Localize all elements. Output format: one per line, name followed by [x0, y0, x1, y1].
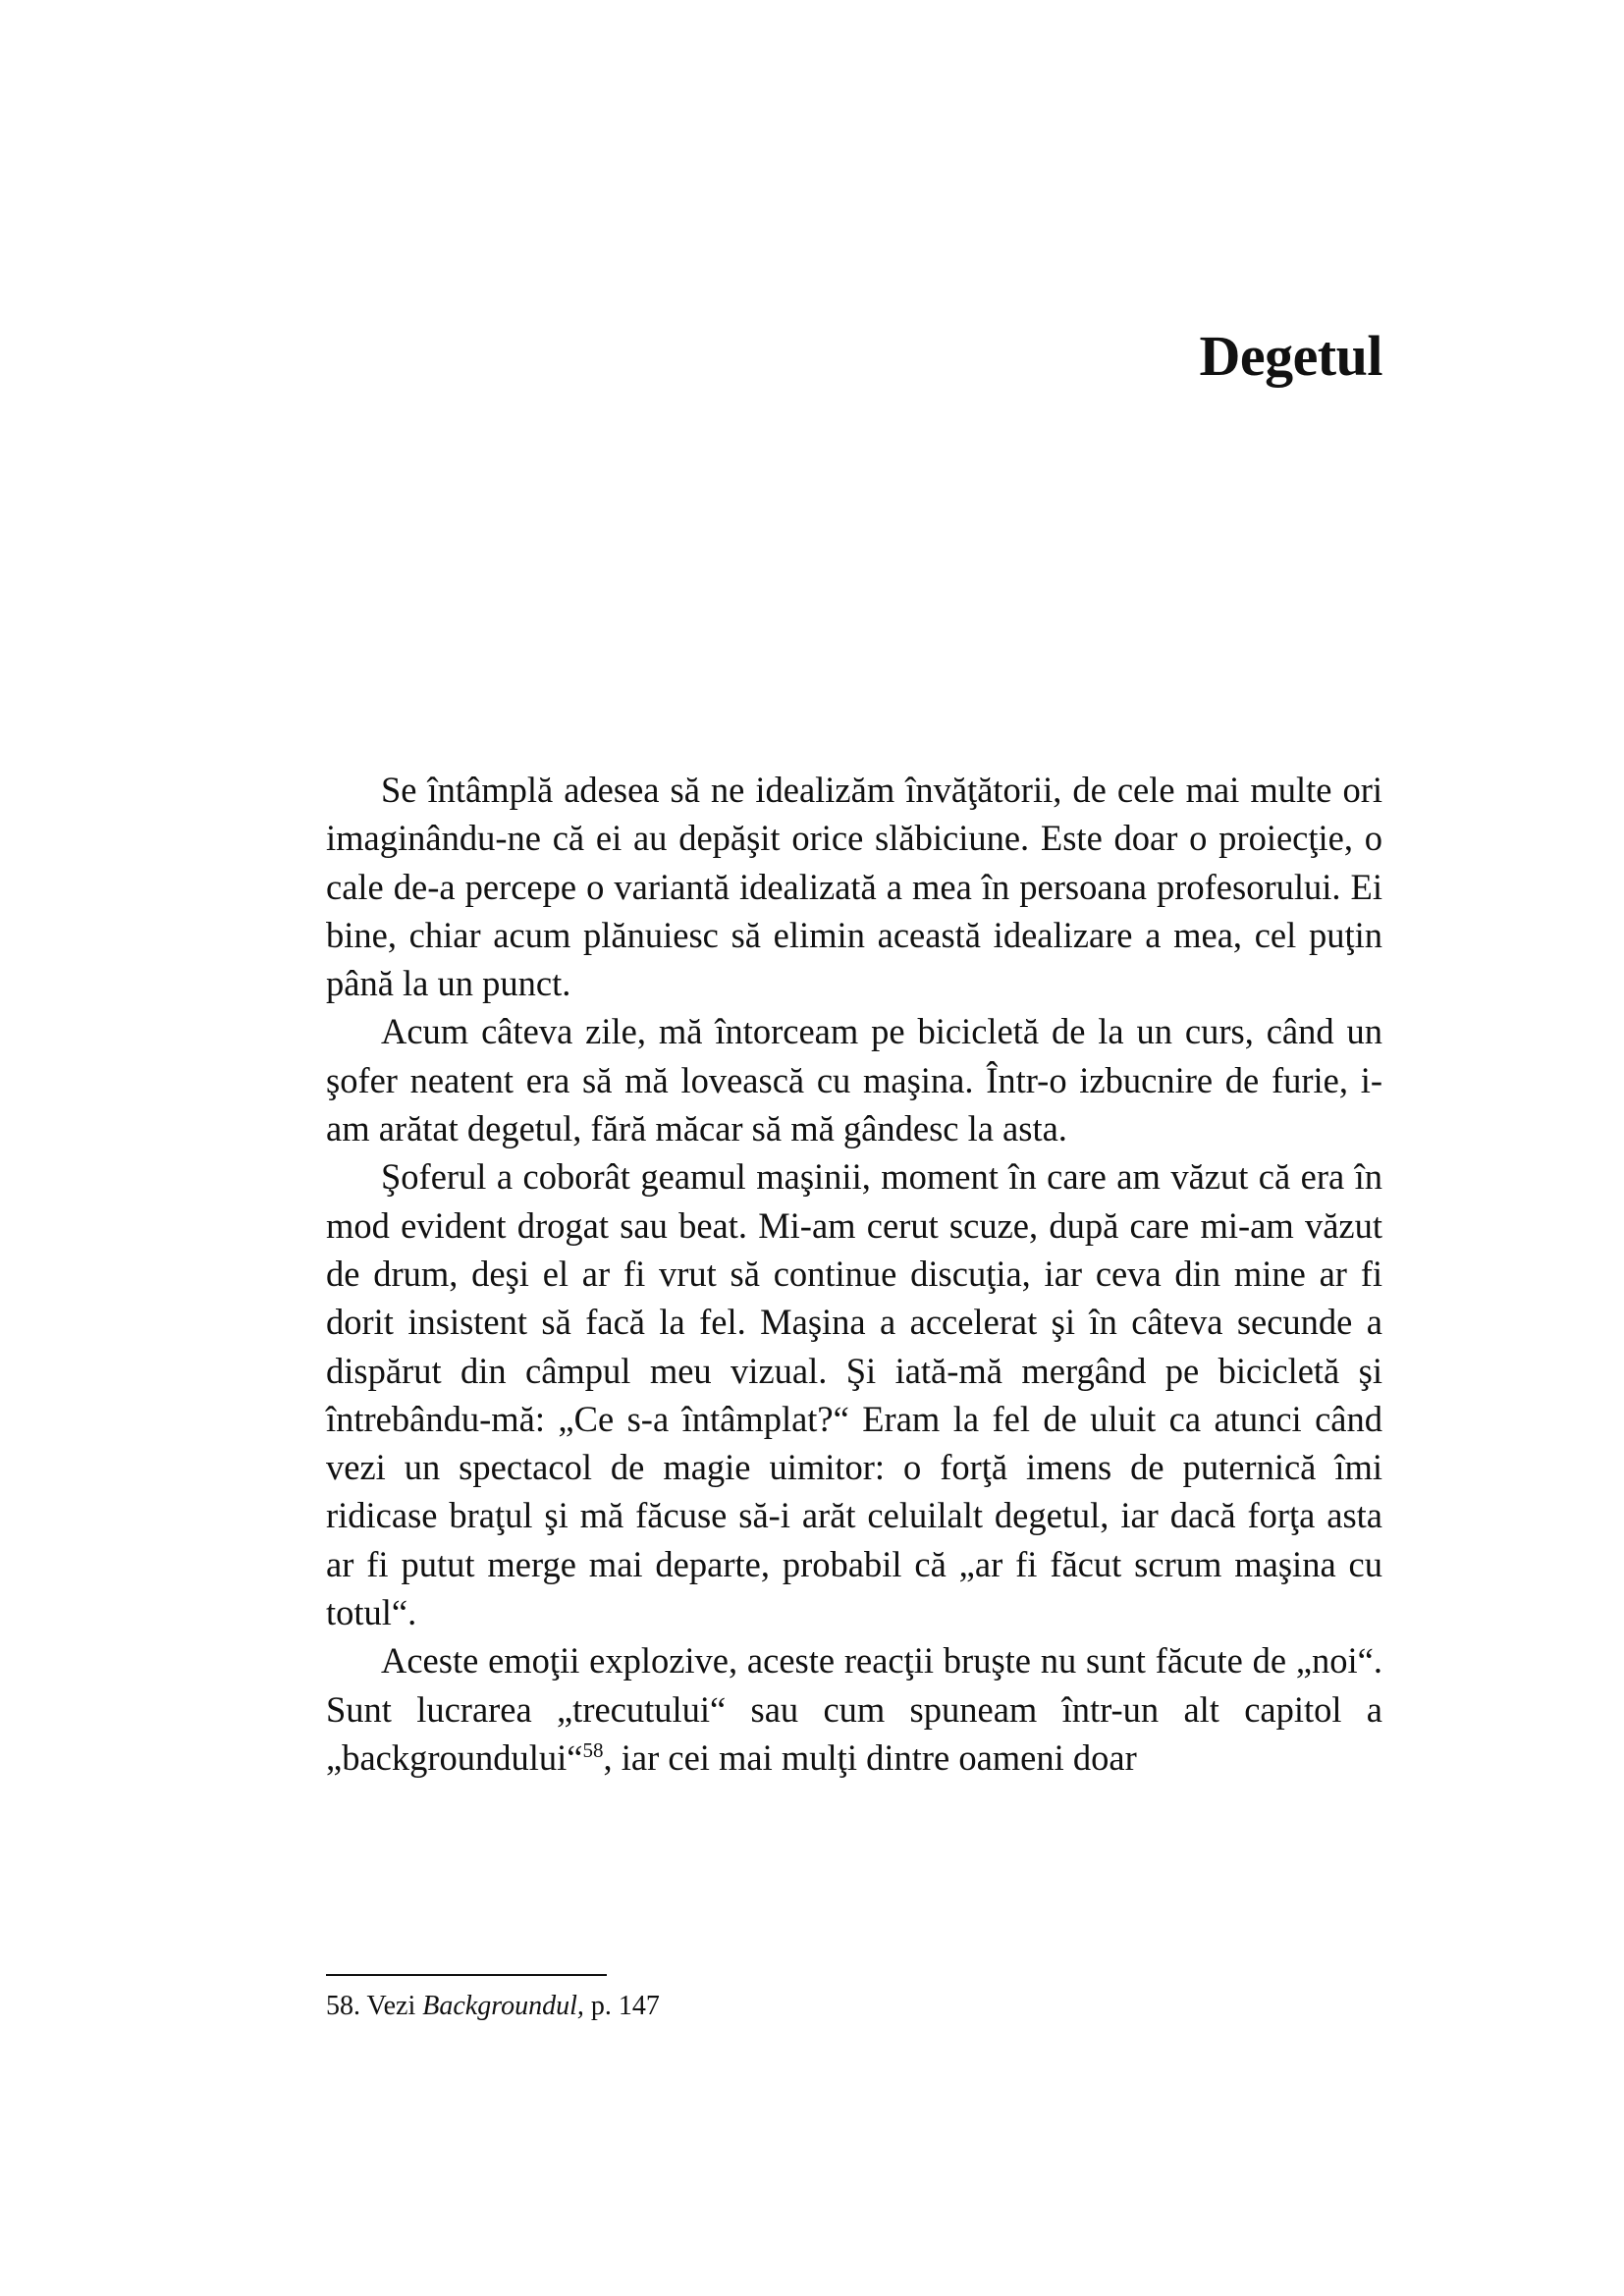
footnote-suffix: p. 147	[583, 1991, 660, 2021]
paragraph-4-continuation: , iar cei mai mulţi dintre oameni doar	[603, 1736, 1137, 1778]
paragraph-2: Acum câteva zile, mă întorceam pe bicicletă de la un curs, când un şofer neatent era să mă lovească cu maşina. Într-o izbucnire de furie, i-am arătat degetul, fără măcar să mă gândesc la asta.	[326, 1011, 1382, 1149]
footnote-reference: 58	[582, 1737, 604, 1762]
footnote-book-title: Backgroundul,	[422, 1991, 584, 2021]
paragraph-1: Se întâmplă adesea să ne idealizăm învăţătorii, de cele mai multe ori imaginându-ne că ei au depăşit orice slăbiciune. Este doar o proiecţie, o cale de-a percepe o variantă idealizată a mea în persoana profesorului. Ei bine, chiar acum plănuiesc să elimin această idealizare a mea, cel puţin până la un punct.	[326, 770, 1382, 1004]
footnote	[326, 1989, 660, 2024]
paragraph-4-text: Aceste emoţii explozive, aceste reacţii bruşte nu sunt făcute de „noi“. Sunt lucrarea „trecutului“ sau cum spuneam într-un alt capitol a „backgroundului“	[326, 1640, 1382, 1778]
body-text	[326, 766, 1382, 1782]
footnote-prefix: 58. Vezi	[326, 1991, 423, 2021]
footnote-divider	[326, 1974, 607, 1976]
chapter-title: Degetul	[1199, 324, 1382, 388]
paragraph-3: Şoferul a coborât geamul maşinii, moment în care am văzut că era în mod evident drogat sau beat. Mi-am cerut scuze, după care mi-am văzut de drum, deşi el ar fi vrut să continue discuţia, iar ceva din mine ar fi dorit insistent să facă la fel. Maşina a accelerat şi în câteva secunde a dispărut din câmpul meu vizual. Şi iată-mă mergând pe bicicletă şi întrebându-mă: „Ce s-a întâmplat?“ Eram la fel de uluit ca atunci când vezi un spectacol de magie uimitor: o forţă imens de puternică îmi ridicase braţul şi mă făcuse să-i arăt celuilalt degetul, iar dacă forţa asta ar fi putut merge mai departe, probabil că „ar fi făcut scrum maşina cu totul“.	[326, 1156, 1382, 1633]
paragraph-4	[326, 1636, 1382, 1782]
